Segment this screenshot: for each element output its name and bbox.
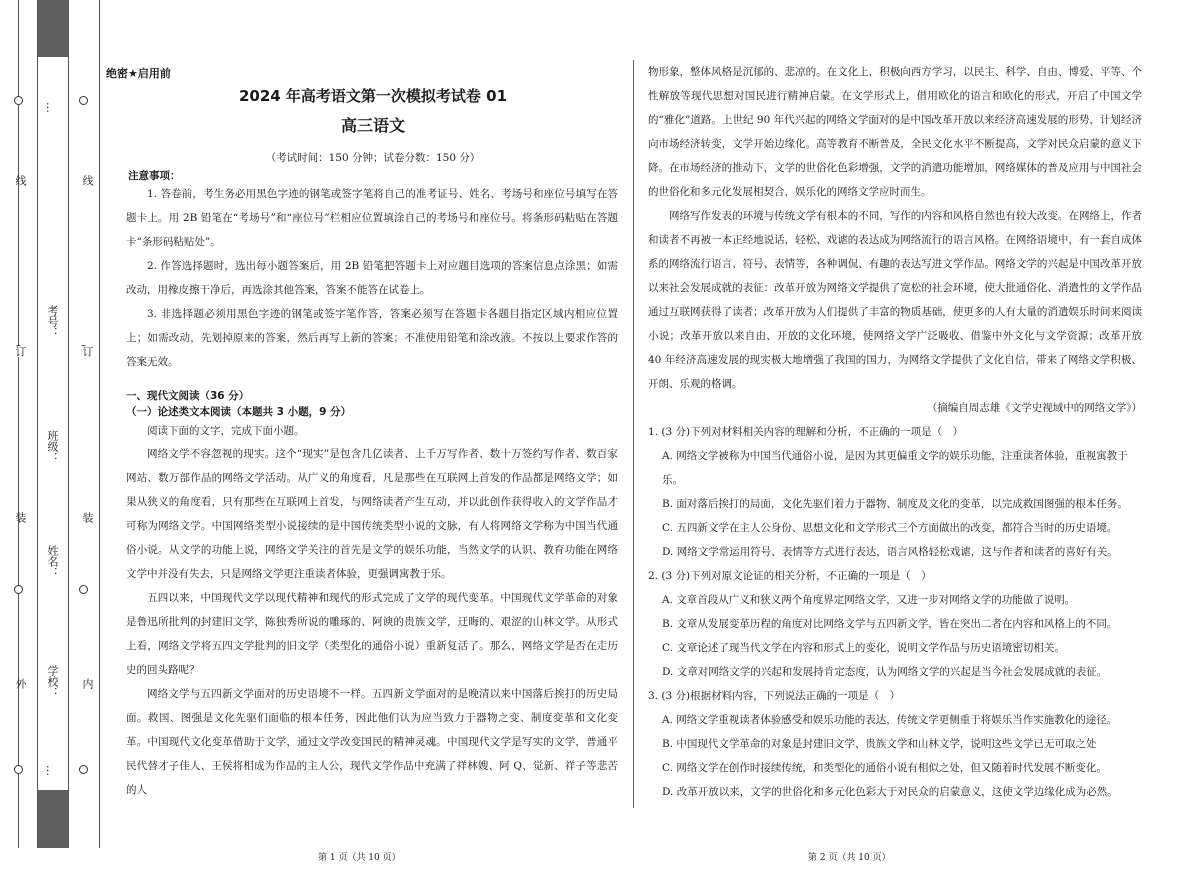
option-a: A. 网络文学重视读者体验感受和娱乐功能的表达，传统文学更侧重于将娱乐当作实施教化的途径。	[662, 714, 1118, 726]
question-2	[648, 564, 1142, 684]
subsection-title: （一）论述类文本阅读（本题共 3 小题，9 分）	[126, 406, 352, 418]
question-3	[648, 684, 1142, 804]
option-c: C. 五四新文学在主人公身份、思想文化和文学形式三个方面做出的改变，都符合当时的历史语境。	[662, 522, 1118, 534]
binding-hole	[79, 96, 88, 105]
cut-line-label: 线	[14, 175, 27, 186]
passage-source: （摘编自周志雄《文学史视域中的网络文学》）	[926, 402, 1142, 414]
reading-section	[126, 388, 618, 802]
binding-hole	[14, 96, 23, 105]
inner-border-line-a	[37, 0, 38, 848]
inner-binding-line	[99, 0, 100, 848]
question-stem: 1. (3 分)下列对材料相关内容的理解和分析，不正确的一项是（ ）	[648, 426, 964, 438]
instruction: 阅读下面的文字，完成下面小题。	[147, 425, 305, 437]
option-b: B. 文章从发展变革历程的角度对比网络文学与五四新文学，皆在突出二者在内容和风格上的不同。	[662, 618, 1118, 630]
question-stem: 2. (3 分)下列对原文论证的相关分析，不正确的一项是（ ）	[648, 570, 932, 582]
school-field-label: 学校：	[46, 665, 59, 698]
exam-info: （考试时间：150 分钟；试卷分数：150 分）	[265, 152, 481, 164]
outer-binding-line	[18, 0, 19, 848]
page-footer: 第 2 页（共 10 页）	[808, 853, 891, 863]
cut-line-label: 装	[14, 512, 27, 523]
margin-dots: …	[44, 765, 57, 776]
exam-title: 2024 年高考语文第一次模拟考试卷 01	[238, 87, 508, 105]
binding-hole	[79, 765, 88, 774]
inner-border-line-b	[68, 0, 69, 848]
exam-subtitle: 高三语文	[340, 116, 405, 135]
passage-paragraph: 五四以来，中国现代文学以现代精神和现代的形式完成了文学的现代变革。中国现代文学革命的对象是鲁迅所批判的封建旧文学，陈独秀所说的雕琢的、阿谀的贵族文学，迂晦的、艰涩的山林文学。从形式上看，网络文学将五四文学批判的旧文学（类型化的通俗小说）重新复活了。那么，网络文学是否在走历史的回头路呢？	[126, 592, 618, 676]
name-field-label: 姓名：	[46, 545, 59, 578]
notice-list	[126, 182, 618, 374]
notice-item: 2. 作答选择题时，选出每小题答案后，用 2B 铅笔把答题卡上对应题目选项的答案信息点涂黑；如需改动，用橡皮擦干净后，再选涂其他答案，答案不能答在试卷上。	[126, 260, 618, 296]
column-divider	[633, 60, 634, 808]
option-c: C. 文章论述了现当代文学在内容和形式上的变化，说明文学作品与历史语境密切相关。	[662, 642, 1065, 654]
exam-number-field-label: 考号：	[46, 305, 59, 338]
option-b: B. 面对落后挨打的局面，文化先驱们着力于器物、制度及文化的变革，以完成救国图强的根本任务。	[662, 498, 1128, 510]
class-field-label: 班级：	[46, 430, 59, 463]
binding-hole	[79, 585, 88, 594]
cut-line-label: 装	[81, 512, 94, 523]
notice-heading: 注意事项：	[128, 170, 181, 182]
margin-top-bar	[37, 0, 68, 57]
cut-line-label: 内	[81, 678, 94, 689]
option-d: D. 文章对网络文学的兴起和发展持肯定态度，认为网络文学的兴起是当今社会发展成就的表征。	[662, 666, 1108, 678]
option-a: A. 网络文学被称为中国当代通俗小说，是因为其更偏重文学的娱乐功能，注重读者体验，重视寓教于乐。	[662, 450, 1128, 486]
notice-item: 3. 非选择题必须用黑色字迹的钢笔或签字笔作答，答案必须写在答题卡各题目指定区域内相应位置上；如需改动，先划掉原来的答案，然后再写上新的答案；不准使用铅笔和涂改液。不按以上要求作答的答案无效。	[126, 308, 618, 368]
option-b: B. 中国现代文学革命的对象是封建旧文学、贵族文学和山林文学，说明这些文学已无可取之处	[662, 738, 1097, 750]
option-d: D. 网络文学常运用符号、表情等方式进行表达，语言风格轻松戏谑，这与作者和读者的喜好有关。	[662, 546, 1118, 558]
binding-hole	[14, 765, 23, 774]
passage-paragraph: 网络写作发表的环境与传统文学有根本的不同，写作的内容和风格自然也有较大改变。在网络上，作者和读者不再被一本正经地说话，轻松、戏谑的表达成为网络流行的语言风格。在网络语境中，有一套自成体系的网络流行语言、符号、表情等，各种调侃、有趣的表达写进文学作品。网络文学的兴起是中国改革开放以来社会发展成就的表征：改革开放为网络文学提供了宽松的社会环境，使大批通俗化、消遣性的文学作品通过互联网获得了读者；改革开放为人们提供了丰富的物质基础，使更多的人有大量的消遣娱乐时间来阅读小说；改革开放以来自由、开放的文化环境，使网络文学广泛吸收、借鉴中外文化与文学资源；改革开放 40 年经济高速发展的现实极大地增强了我国的国力，为网络文学提供了文化自信，带来了网络文学积极、开朗、乐观的格调。	[648, 210, 1142, 390]
exam-page-2	[648, 60, 1142, 863]
binding-hole	[14, 585, 23, 594]
page-footer: 第 1 页（共 10 页）	[318, 853, 401, 863]
cut-line-label: 线	[81, 175, 94, 186]
section-title: 一、现代文阅读（36 分）	[126, 390, 250, 402]
margin-dots: …	[44, 102, 57, 113]
binding-margin	[0, 0, 104, 848]
passage-paragraph: 网络文学不容忽视的现实。这个“现实”是包含几亿读者、上千万写作者、数十万签约写作者、数百家网站、数万部作品的网络文学活动。从广义的角度看，凡是那些在互联网上首发的作品都是网络文学；如果从狭义的角度看，只有那些在互联网上首发，与网络读者产生互动，并以此创作获得收入的文学作品才可称为网络文学。中国网络类型小说接续的是中国传统类型小说的文脉，有人将网络文学称为中国当代通俗小说。从文学的功能上说，网络文学关注的首先是文学的娱乐功能，当然文学的认识、教育功能在网络文学中并没有失去，只是网络文学更注重读者体验，更强调寓教于乐。	[126, 448, 618, 580]
reading-passage	[126, 442, 618, 802]
option-c: C. 网络文学在创作时接续传统，和类型化的通俗小说有相似之处，但又随着时代发展不断变化。	[662, 762, 1107, 774]
cut-line-label: 外	[14, 678, 27, 689]
option-a: A. 文章首段从广义和狭义两个角度界定网络文学，又进一步对网络文学的功能做了说明。	[662, 594, 1076, 606]
question-stem: 3. (3 分)根据材料内容，下列说法正确的一项是（ ）	[648, 690, 901, 702]
question-1	[648, 420, 1142, 564]
passage-paragraph: 网络文学与五四新文学面对的历史语境不一样。五四新文学面对的是晚清以来中国落后挨打的历史局面。救国、图强是文化先驱们面临的根本任务，因此他们认为应当致力于器物之变、制度变革和文化变革。中国现代文化变革借助于文学，通过文学改变国民的精神灵魂。中国现代文学是写实的文学，普通平民代替才子佳人、王侯将相成为作品的主人公，现代文学作品中充满了祥林嫂、阿 Q、觉新、祥子等悲苦的人	[126, 688, 618, 796]
cut-line-label: 订	[81, 346, 94, 357]
passage-paragraph: 物形象，整体风格是沉郁的、悲凉的。在文化上，积极向西方学习，以民主、科学、自由、博爱、平等、个性解放等现代思想对国民进行精神启蒙。在文学形式上，借用欧化的语言和欧化的形式，开启了中国文学的“雅化”道路。上世纪 90 年代兴起的网络文学面对的是中国改革开放以来经济高速发展的形势，计划经济向市场经济转变，文学开始边缘化。高等教育不断普及，全民文化水平不断提高，文学对民众启蒙的意义下降。在市场经济的推动下，文学的世俗化色彩增强，文学的消遣功能增加，网络媒体的普及应用与中国社会的世俗化和多元化发展相契合，娱乐化的网络文学应时而生。	[648, 66, 1142, 198]
option-d: D. 改革开放以来，文学的世俗化和多元化色彩大于对民众的启蒙意义，这使文学边缘化成为必然。	[662, 786, 1118, 798]
notice-item: 1. 答卷前，考生务必用黑色字迹的钢笔或签字笔将自己的准考证号、姓名、考场号和座位号填写在答题卡上。用 2B 铅笔在“考场号”和“座位号”栏相应位置填涂自己的考场号和座位号。将条形码粘贴在答题卡“条形码粘贴处”。	[126, 188, 618, 248]
margin-bottom-bar	[37, 790, 68, 848]
cut-line-label: 订	[14, 346, 27, 357]
secret-label: 绝密★启用前	[106, 67, 171, 80]
